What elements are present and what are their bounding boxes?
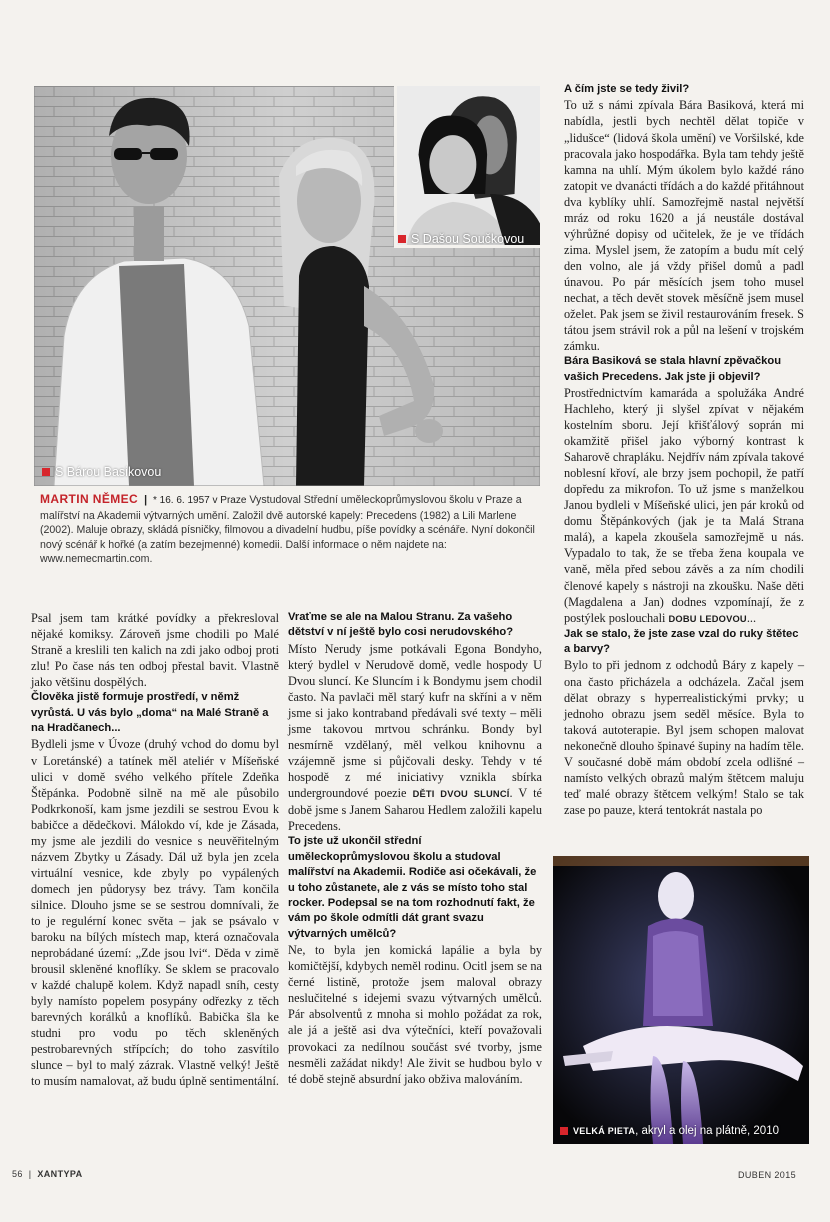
question: To jste už ukončil střední uměleckoprůmyslovou školu a studoval malířství na Akademii. Rodiče asi očekávali, že u toho zůstanete, ale z vás se místo toho stal rocker. Podepsal se na tom rozhodnutí fakt, že vám po škole odmítli dát grant svazu výtvarných umělců? [288, 835, 537, 940]
paragraph: Prostřednictvím kamaráda a spolužáka André Hachleho, který ji slyšel zpívat v nějakém kostelním sboru. Její křišťálový soprán mi okamžitě přišel jako výborný kontrast k Saharově chrapláku. Nejdřív nám zpívala takové noblesní křoví, ale brzy jsem pochopil, že patří dopředu za mikrofon. To už jsme s manželkou Janou bydleli v Míšeňské ulici, jen pár kroků od domu Štěpánkových (jak je ta Malá Strana malá), a kapela zkoušela samozřejmě u nás. Vypadalo to tak, že se třeba žena koupala ve vaně, měla před sebou závěs a za ním chodili členové kapely s nástroji na zkoušku. Naše děti (Magdalena a Jan) dodnes vzpomínají, že z postýlek poslouchali DOBU LEDOVOU... [564, 385, 804, 625]
band-name: DĚTI DVOU SLUNCÍ [412, 789, 510, 800]
question: Bára Basiková se stala hlavní zpěvačkou vašich Precedens. Jak jste ji objevil? [564, 355, 782, 383]
bio-separator: | [144, 494, 148, 506]
paragraph: Místo Nerudy jsme potkávali Egona Bondyho, který bydlel v Nerudově domě, vedle hospody U Dvou sluncí. Ke Sluncím i k Bondymu jsem chodil často. Na pavlači měl starý kufr na skříni a v něm jsme si jako kontraband předávali své texty – měli jsme takovou mrtvou schránku. Bondy byl nesmírně vzdělaný, měl velkou knihovnu a vzájemně jsme si půjčovali desky. Tehdy v té hospodě z mé iniciativy vznikla sbírka undergroundové poezie DĚTI DVOU SLUNCÍ. V té době jsme s Janem Saharou Hedlem založili kapelu Precedens. [288, 641, 542, 834]
question: Člověka jistě formuje prostředí, v němž vyrůstá. U vás bylo „doma“ na Malé Straně a na Hradčanech... [31, 691, 269, 735]
paragraph: Bylo to při jednom z odchodů Báry z kapely – ona často přicházela a odcházela. Začal jsem dělat obrazy s hyperrealistickými prvky; u jednoho obrazu jsem seděl měsíce. Byla to taková autoterapie. Byl jsem schopen malovat nekonečně dlouho špinavé šupiny na hadím těle. V současné době mám období zcela odlišné – namísto velkých obrazů malým štětcem maluju teď malé obrazy štětcem velkým! Stalo se tak zase po pauze, která tentokrát nastala po [564, 658, 804, 817]
column-left [31, 610, 279, 1089]
painting-photo [553, 856, 809, 1144]
bio-birth: * 16. 6. 1957 v Praze [153, 495, 247, 506]
caption-marker-icon [42, 468, 50, 476]
inset-photo-image [397, 86, 540, 245]
main-photo-caption: S Bárou Basikovou [42, 465, 161, 479]
caption-marker-icon [560, 1127, 568, 1135]
question: Jak se stalo, že jste zase vzal do ruky štětec a barvy? [564, 627, 799, 656]
paragraph: Bydleli jsme v Úvoze (druhý vchod do domu byl v Loretánské) a tatínek měl ateliér v Míšeňské ulici v domě svého velkého přítele Zdeňka Štěpánka. Podobně silně na mě ale působilo Podkrkonoší, kam jsme jezdili se sestrou Evou k babičce a dědečkovi. Málokdo ví, kde je Zásada, my jsme ale jezdili do vesnice s neuvěřitelným názvem Zbytky u Zásady. Dál už byla jen zcela virtuální vesnice, kde zbyly po vypálených domech jen půdorysy bez trávy. Tam končila silnice. Dlouho jsme se se sestrou domnívali, že to je regulérní konec světa – jak se psávalo v baroku na bílých místech map, která označovala neprobádané území: „Zde jsou lvi“. Děda v zimě brousil skleněné knoflíky. Se sklem se pracovalo v každé chalupě kolem. Když napadl sníh, cesty byly namísto popelem posypány odřezky z těch barevných korálků a knoflíků. Babička šla ke studni pro vodu po těch skleněných pestrobarevných střípcích; do toho zasvítilo slunce – byl to malý zázrak. Vlastně velký! Ještě to musím namalovat, až budu úplně sentimentální. [31, 737, 279, 1089]
question: Vraťme se ale na Malou Stranu. Za vašeho dětství v ní ještě bylo cosi nerudovského? [288, 611, 514, 639]
page-footer-left [12, 1169, 83, 1179]
question: A čím jste se tedy živil? [564, 83, 690, 95]
bio-text: Vystudoval Střední uměleckoprůmyslovou školu v Praze a malířství na Akademii výtvarných umění. Založil dvě autorské kapely: Precedens (1982) a Lili Marlene (2002). Maluje obrazy, skládá písničky, filmovou a divadelní hudbu, píše povídky a scénáře. Nyní dokončil nový scénář k hořké (a zatím bezejmenné) komedii. Další informace o něm najdete na: www.nemecmartin.com. [40, 494, 535, 566]
magazine-name: XANTYPA [37, 1169, 83, 1179]
album-name: DOBU LEDOVOU [668, 613, 747, 624]
caption-marker-icon [398, 235, 406, 243]
page-number: 56 [12, 1169, 23, 1179]
author-bio [40, 492, 540, 567]
bio-name: MARTIN NĚMEC [40, 492, 139, 506]
paragraph: Ne, to byla jen komická lapálie a byla by komičtější, kdybych neměl rodinu. Ocitl jsem se na černé listině, protože jsem maloval obrazy neslučitelné s idejemi svazu výtvarných umělců. Pár absolventů z mnoha si mohlo požádat za rok, ale já a ještě asi dva výtečníci, kteří považovali provokaci za nedílnou součást své tvorby, jsme nesměli zažádat nikdy! Ale živit se hudbou bylo v té době stejně absurdní jako obživa malováním. [288, 943, 542, 1086]
paragraph: To už s námi zpívala Bára Basiková, která mi nabídla, jestli bych nechtěl dělat topiče v „lidušce“ (lidová škola umění) ve Voršilské, kde pracovala jako hospodářka. Byla tam tehdy ještě kamna na uhlí. Mým úkolem bylo každé ráno zatopit ve dvanácti třídách a do každé přitáhnout dva kyblíky uhlí. Samozřejmě nastal největší mráz od roku 1620 a já neustále dostával výhrůžné dopisy od učitelek, že je ve třídách zima. Myslel jsem, že zatopím a budu mít celý den volno, ale já vždy přišel domů a padl únavou. Po pár měsících jsem toho musel nechat, a těch devět stovek měsíčně jsem musel oželet. Pak jsem se živil restaurováním fresek. S tátou jsem strávil rok a půl na lešení v trojském zámku. [564, 98, 804, 354]
inset-photo-caption: S Dašou Součkovou [398, 232, 524, 246]
column-middle [288, 610, 542, 1087]
inset-photo [394, 86, 540, 248]
painting-image [553, 856, 809, 1144]
paragraph: Psal jsem tam krátké povídky a překresloval nějaké komiksy. Zároveň jsme chodili po Malé Straně a kreslili ten kalich na zdi jako odboj proti zlu! Po čase nás ten odboj přestal bavit. Vlastně jako většinu dospělých. [31, 611, 279, 690]
page-footer-right [738, 1170, 796, 1180]
painting-caption: VELKÁ PIETA, akryl a olej na plátně, 2010 [560, 1125, 779, 1137]
column-right [564, 82, 804, 818]
issue-date: DUBEN 2015 [738, 1170, 797, 1180]
footer-separator: | [28, 1169, 32, 1179]
